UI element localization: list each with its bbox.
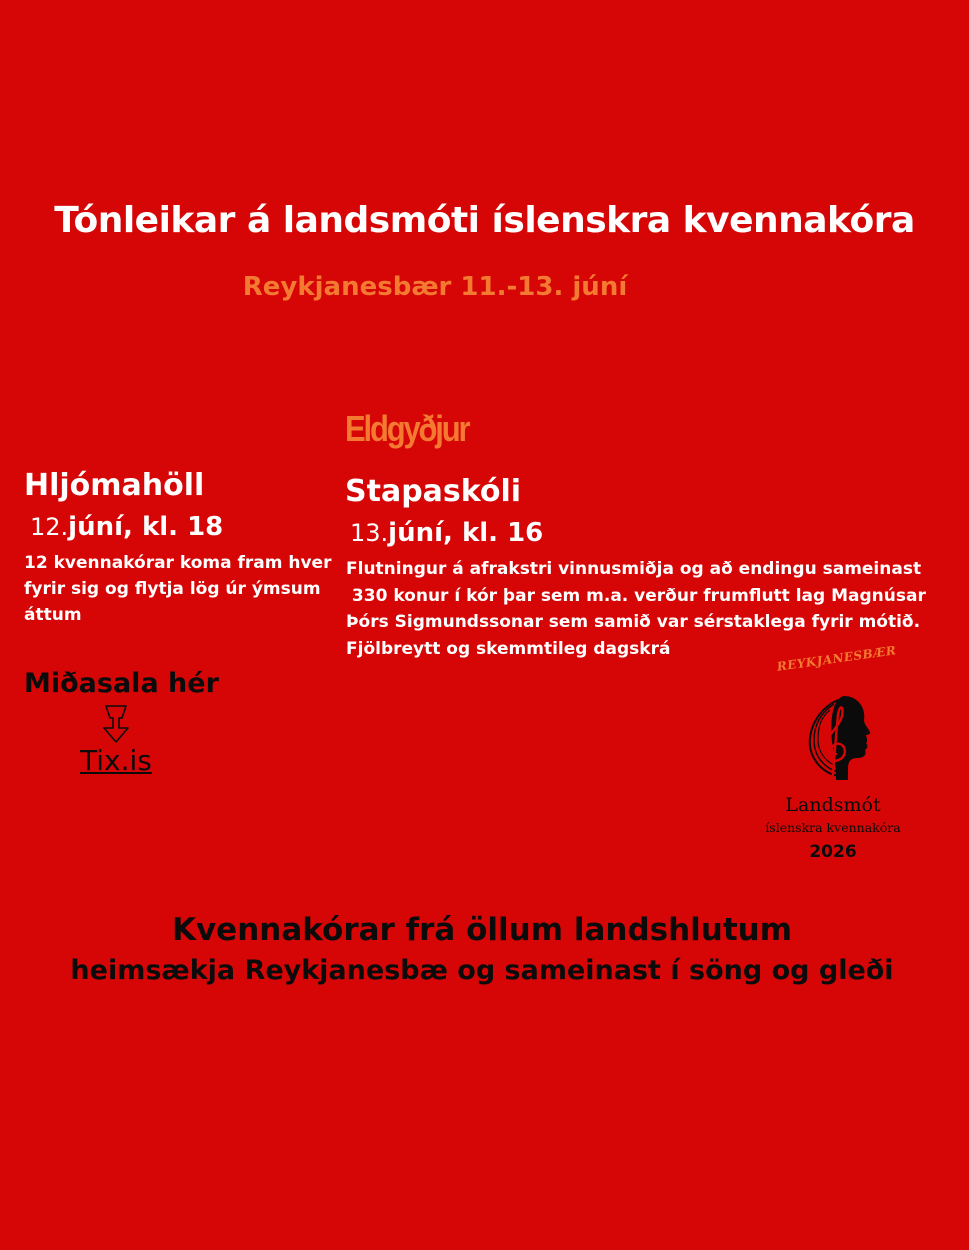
treble-clef-face-icon: [798, 694, 878, 790]
concert2-date: [350, 518, 543, 548]
logo-subname: íslenskra kvennakóra: [765, 820, 901, 835]
concert2-description-line: Fjölbreytt og skemmtileg dagskrá: [346, 638, 671, 659]
page-title: Tónleikar á landsmóti íslenskra kvennakóra: [54, 200, 915, 241]
tix-link[interactable]: Tix.is: [80, 744, 152, 777]
concert2-description-line: Þórs Sigmundssonar sem samið var sérstaklega fyrir mótið.: [346, 612, 921, 632]
concert2-description: [346, 556, 946, 662]
concert1-date-time: júní, kl. 18: [68, 512, 224, 542]
landsmot-logo: [758, 643, 908, 870]
ticket-sales-heading: Miðasala hér: [24, 668, 219, 699]
event-name: Eldgyðjur: [345, 408, 469, 449]
concert1-date: [30, 512, 223, 542]
concert1-description: 12 kvennakórar koma fram hver fyrir sig og flytja lög úr ýmsum áttum: [24, 553, 332, 625]
logo-reykjanesbaer-text: REYKJANESBÆR: [776, 643, 898, 674]
concert2-date-time: júní, kl. 16: [388, 518, 544, 548]
footer-line-1: Kvennakórar frá öllum landshlutum: [171, 912, 793, 948]
logo-name: Landsmót: [785, 794, 881, 816]
logo-year: 2026: [809, 842, 857, 862]
venue-stapaskoli: Stapaskóli: [345, 474, 522, 509]
concert2-description-line: Flutningur á afrakstri vinnusmiðja og að endingu sameinast: [346, 559, 922, 579]
event-dates-subtitle: Reykjanesbær 11.-13. júní: [242, 272, 628, 302]
concert1-date-number: 12.: [30, 513, 69, 541]
down-arrow-icon: [102, 704, 130, 744]
concert2-description-line: 330 konur í kór þar sem m.a. verður frumflutt lag Magnúsar: [346, 585, 926, 606]
venue-hljomaholl: Hljómahöll: [24, 468, 205, 503]
concert2-date-number: 13.: [350, 519, 389, 547]
footer-line-2: heimsækja Reykjanesbæ og sameinast í söng og gleði: [70, 955, 894, 986]
